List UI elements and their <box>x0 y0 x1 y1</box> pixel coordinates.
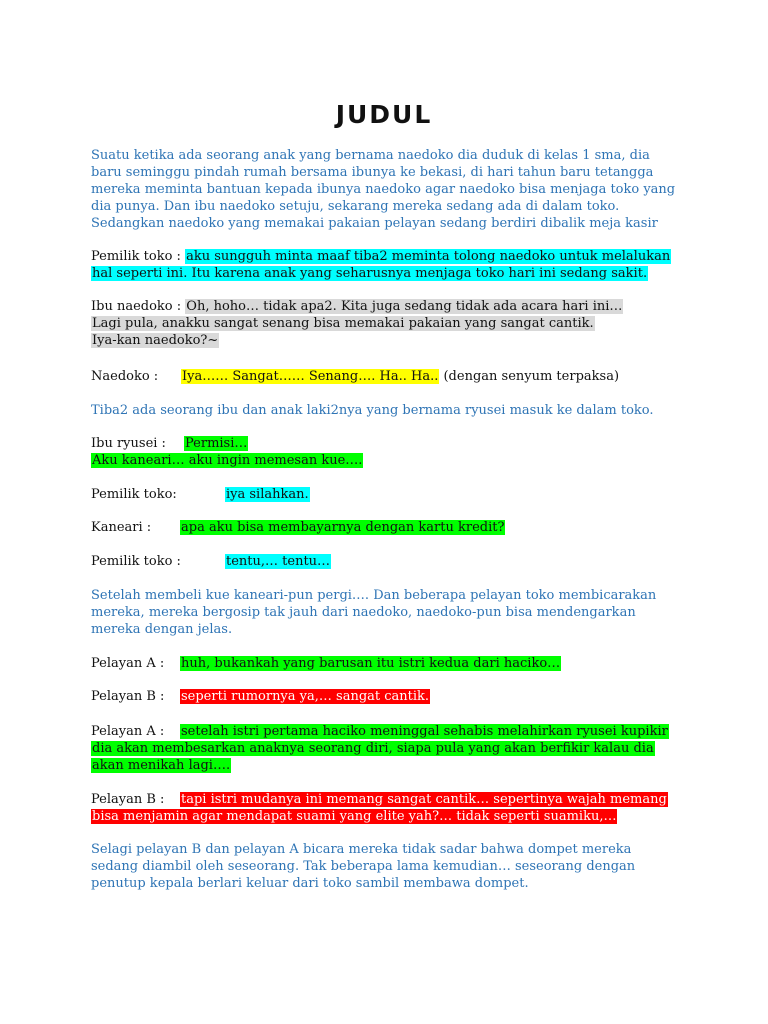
dialogue-text: iya silahkan. <box>226 487 309 502</box>
dialogue-text: Permisi… <box>185 436 248 451</box>
dialogue-pelayan-a-1 <box>91 655 691 672</box>
text-line: Sedangkan naedoko yang memakai pakaian pelayan sedang berdiri dibalik meja kasir <box>91 216 658 231</box>
dialogue-text: Iya-kan naedoko?~ <box>92 333 219 348</box>
text-line: mereka, mereka bergosip tak jauh dari naedoko, naedoko-pun bisa mendengarkan <box>91 605 636 620</box>
dialogue-pelayan-b-1 <box>91 688 691 705</box>
narrative-paragraph-1 <box>91 147 691 232</box>
speaker-label: Pemilik toko : <box>91 249 181 264</box>
dialogue-text: Iya…… Sangat…… Senang…. Ha.. Ha.. <box>182 369 439 384</box>
speaker-label: Pelayan B : <box>91 689 165 704</box>
speaker-label: Pemilik toko: <box>91 487 177 502</box>
text-line: mereka dengan jelas. <box>91 622 233 637</box>
narrative-paragraph-2 <box>91 402 691 419</box>
dialogue-text: Lagi pula, anakku sangat senang bisa memakai pakaian yang sangat cantik. <box>92 316 594 331</box>
dialogue-pelayan-a-2 <box>91 723 691 774</box>
speaker-label: Ibu ryusei : <box>91 436 166 451</box>
speaker-label: Pelayan B : <box>91 792 165 807</box>
speaker-label: Ibu naedoko : <box>91 299 182 314</box>
dialogue-text: aku sungguh minta maaf tiba2 meminta tolong naedoko untuk melalukan <box>186 249 671 264</box>
text-line: Tiba2 ada seorang ibu dan anak laki2nya yang bernama ryusei masuk ke dalam toko. <box>91 403 654 418</box>
dialogue-text: Aku kaneari… aku ingin memesan kue…. <box>92 453 363 468</box>
document-title: JUDUL <box>335 100 433 129</box>
dialogue-text: Oh, hoho… tidak apa2. Kita juga sedang tidak ada acara hari ini… <box>186 299 623 314</box>
narrative-paragraph-3 <box>91 587 691 638</box>
dialogue-text: seperti rumornya ya,… sangat cantik. <box>181 689 430 704</box>
speaker-label: Pemilik toko : <box>91 554 181 569</box>
text-line: Suatu ketika ada seorang anak yang bernama naedoko dia duduk di kelas 1 sma, dia <box>91 148 650 163</box>
dialogue-text: apa aku bisa membayarnya dengan kartu kredit? <box>181 520 505 535</box>
stage-direction: (dengan senyum terpaksa) <box>443 369 620 384</box>
narrative-paragraph-4 <box>91 841 691 892</box>
speaker-label: Pelayan A : <box>91 656 165 671</box>
dialogue-text: setelah istri pertama haciko meninggal sehabis melahirkan ryusei kupikir <box>181 724 668 739</box>
text-line: penutup kepala berlari keluar dari toko sambil membawa dompet. <box>91 876 529 891</box>
text-line: baru seminggu pindah rumah bersama ibunya ke bekasi, di hari tahun baru tetangga <box>91 165 654 180</box>
dialogue-naedoko <box>91 368 691 385</box>
text-line: dia punya. Dan ibu naedoko setuju, sekarang mereka sedang ada di dalam toko. <box>91 199 620 214</box>
dialogue-pemilik-toko-3 <box>91 553 691 570</box>
dialogue-ibu-naedoko <box>91 298 691 349</box>
dialogue-text: tentu,… tentu… <box>226 554 331 569</box>
dialogue-text: tapi istri mudanya ini memang sangat cantik… sepertinya wajah memang <box>181 792 667 807</box>
speaker-label: Naedoko : <box>91 369 159 384</box>
dialogue-text: hal seperti ini. Itu karena anak yang seharusnya menjaga toko hari ini sedang sakit. <box>92 266 648 281</box>
dialogue-text: bisa menjamin agar mendapat suami yang elite yah?… tidak seperti suamiku,… <box>92 809 617 824</box>
text-line: Setelah membeli kue kaneari-pun pergi…. Dan beberapa pelayan toko membicarakan <box>91 588 657 603</box>
dialogue-ibu-ryusei <box>91 435 691 469</box>
dialogue-pelayan-b-2 <box>91 791 691 825</box>
text-line: sedang diambil oleh seseorang. Tak beberapa lama kemudian… seseorang dengan <box>91 859 636 874</box>
dialogue-text: dia akan membesarkan anaknya seorang diri, siapa pula yang akan berfikir kalau dia <box>92 741 654 756</box>
dialogue-text: huh, bukankah yang barusan itu istri kedua dari haciko… <box>181 656 561 671</box>
speaker-label: Kaneari : <box>91 520 152 535</box>
dialogue-pemilik-toko-2 <box>91 486 691 503</box>
text-line: Selagi pelayan B dan pelayan A bicara mereka tidak sadar bahwa dompet mereka <box>91 842 632 857</box>
speaker-label: Pelayan A : <box>91 724 165 739</box>
dialogue-pemilik-toko-1 <box>91 248 691 282</box>
dialogue-kaneari <box>91 519 691 536</box>
dialogue-text: akan menikah lagi…. <box>92 758 231 773</box>
text-line: mereka meminta bantuan kepada ibunya naedoko agar naedoko bisa menjaga toko yang <box>91 182 676 197</box>
